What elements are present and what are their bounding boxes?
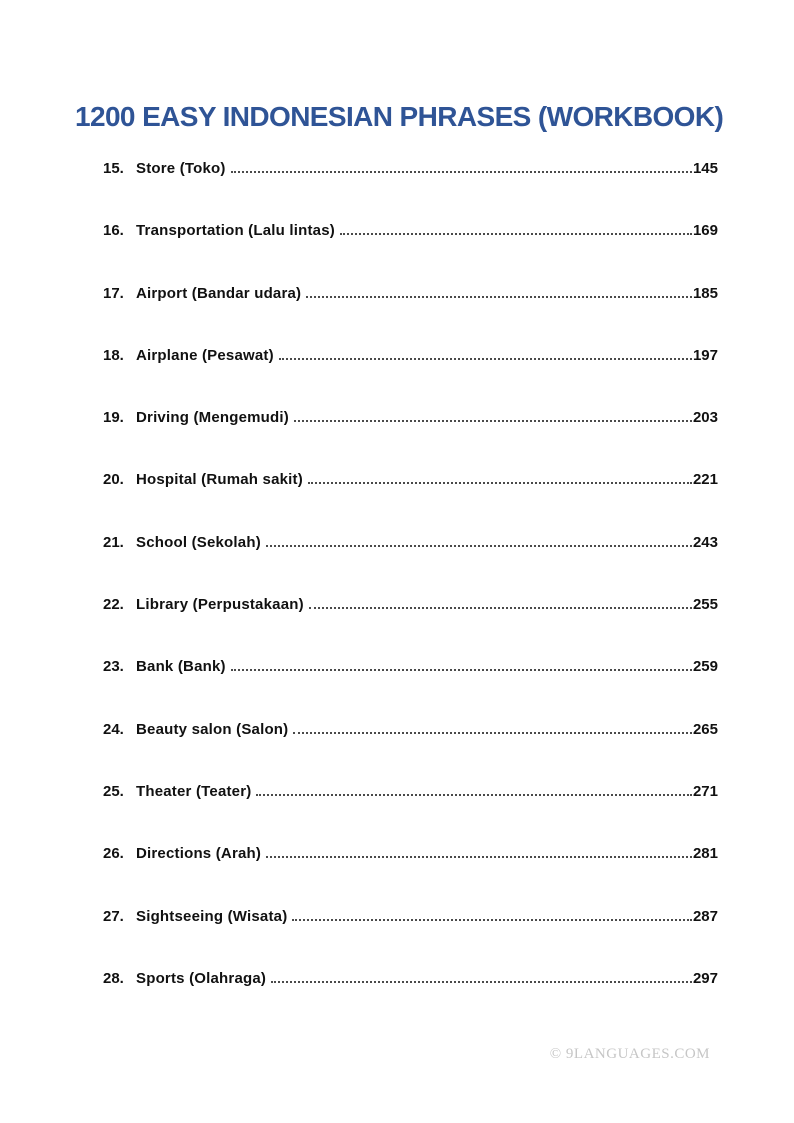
toc-dot-leader xyxy=(293,731,692,734)
toc-entry-page: 221 xyxy=(692,471,718,489)
toc-entry-number: 24. xyxy=(103,720,124,738)
toc-entry xyxy=(103,845,718,869)
toc-entry-page: 259 xyxy=(692,658,718,676)
toc-dot-leader xyxy=(340,232,692,235)
toc-entry-page: 281 xyxy=(692,845,718,863)
toc-entry xyxy=(103,721,718,745)
toc-entry-page: 169 xyxy=(692,222,718,240)
toc-entry xyxy=(103,160,718,184)
toc-entry-label: Sightseeing (Wisata) xyxy=(136,907,288,925)
toc-entry xyxy=(103,471,718,495)
toc-entry-page: 271 xyxy=(692,782,718,800)
toc-dot-leader xyxy=(294,419,692,422)
toc-list xyxy=(103,160,718,1032)
toc-entry xyxy=(103,783,718,807)
toc-entry-number: 19. xyxy=(103,409,124,427)
toc-entry-label: Driving (Mengemudi) xyxy=(136,409,289,427)
toc-entry-number: 23. xyxy=(103,658,124,676)
toc-dot-leader xyxy=(231,668,692,671)
toc-entry-page: 265 xyxy=(692,720,718,738)
toc-entry-number: 27. xyxy=(103,907,124,925)
footer-copyright: © 9LANGUAGES.COM xyxy=(549,1046,710,1062)
toc-entry-page: 197 xyxy=(692,346,718,364)
toc-entry-label: Directions (Arah) xyxy=(136,845,262,863)
page-title: 1200 EASY INDONESIAN PHRASES (WORKBOOK) xyxy=(75,100,724,132)
toc-entry-page: 203 xyxy=(692,409,718,427)
toc-entry-label: Airport (Bandar udara) xyxy=(136,284,302,302)
toc-entry-number: 18. xyxy=(103,346,124,364)
toc-entry-number: 21. xyxy=(103,533,124,551)
toc-entry-label: Beauty salon (Salon) xyxy=(136,720,289,738)
toc-dot-leader xyxy=(256,793,692,796)
toc-entry xyxy=(103,409,718,433)
toc-entry-label: Theater (Teater) xyxy=(136,782,252,800)
toc-entry-label: Hospital (Rumah sakit) xyxy=(136,471,303,489)
toc-entry-number: 17. xyxy=(103,284,124,302)
toc-dot-leader xyxy=(309,606,692,609)
toc-entry xyxy=(103,596,718,620)
toc-entry-page: 145 xyxy=(692,160,718,177)
toc-entry-page: 297 xyxy=(692,969,718,987)
toc-dot-leader xyxy=(271,980,692,983)
toc-dot-leader xyxy=(306,295,692,298)
toc-entry-label: Sports (Olahraga) xyxy=(136,969,267,987)
toc-entry-number: 16. xyxy=(103,222,124,240)
toc-entry-page: 255 xyxy=(692,596,718,614)
toc-entry-number: 15. xyxy=(103,160,124,177)
toc-entry xyxy=(103,285,718,309)
toc-dot-leader xyxy=(279,357,692,360)
toc-entry-label: Library (Perpustakaan) xyxy=(136,596,304,614)
toc-dot-leader xyxy=(308,481,692,484)
toc-entry xyxy=(103,534,718,558)
toc-dot-leader xyxy=(266,855,692,858)
toc-entry-page: 243 xyxy=(692,533,718,551)
toc-entry-label: School (Sekolah) xyxy=(136,533,261,551)
toc-entry-number: 26. xyxy=(103,845,124,863)
toc-entry-label: Store (Toko) xyxy=(136,160,226,177)
toc-entry xyxy=(103,347,718,371)
toc-entry-label: Airplane (Pesawat) xyxy=(136,346,274,364)
toc-entry-page: 287 xyxy=(692,907,718,925)
toc-entry-label: Transportation (Lalu lintas) xyxy=(136,222,335,240)
toc-entry-label: Bank (Bank) xyxy=(136,658,226,676)
toc-entry xyxy=(103,222,718,246)
toc-entry-number: 20. xyxy=(103,471,124,489)
toc-entry-number: 25. xyxy=(103,782,124,800)
toc-dot-leader xyxy=(231,170,692,173)
toc-dot-leader xyxy=(266,544,692,547)
toc-entry-number: 22. xyxy=(103,596,124,614)
toc-entry xyxy=(103,970,718,994)
toc-dot-leader xyxy=(292,918,692,921)
toc-entry xyxy=(103,908,718,932)
toc-entry-number: 28. xyxy=(103,969,124,987)
toc-entry xyxy=(103,658,718,682)
toc-entry-page: 185 xyxy=(692,284,718,302)
